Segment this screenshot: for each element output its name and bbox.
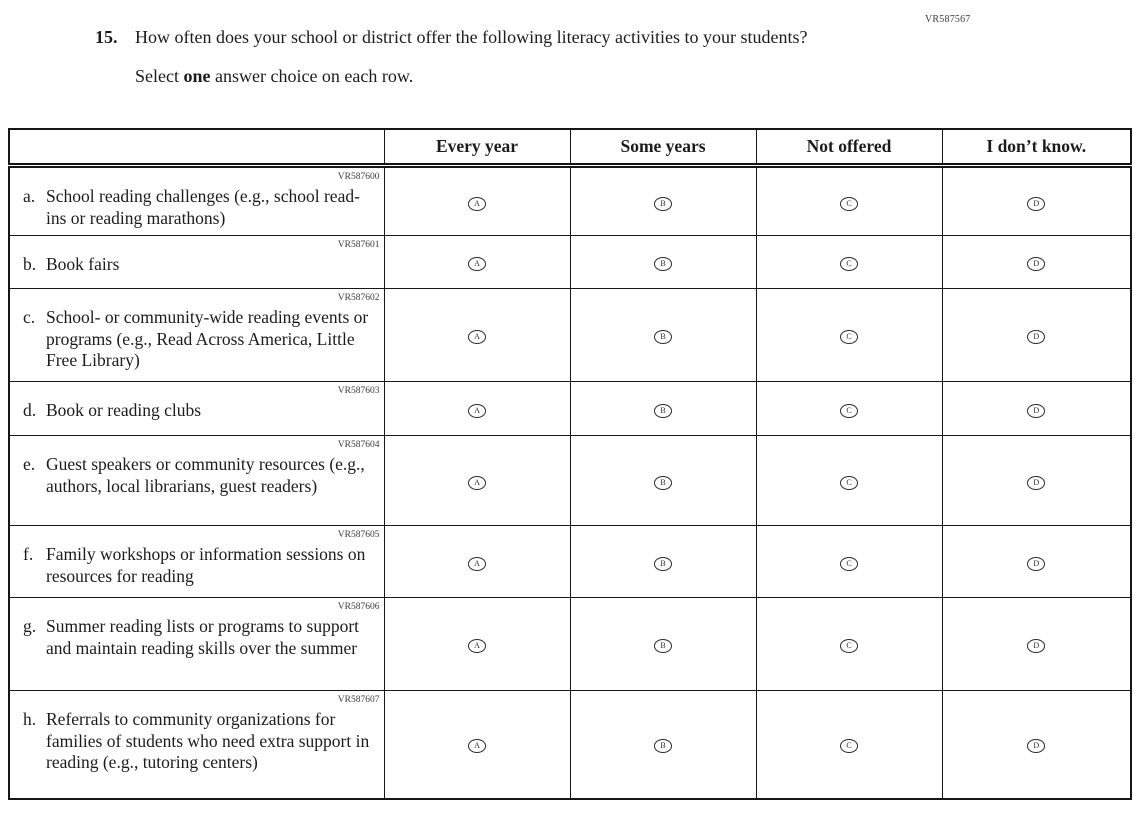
- table-row: [9, 691, 1131, 799]
- item-letter: e.: [23, 454, 36, 474]
- table-row: [9, 526, 1131, 598]
- item-code: VR587602: [337, 293, 380, 303]
- answer-bubble-a[interactable]: [468, 557, 486, 571]
- answer-cell-some-years: [570, 598, 756, 691]
- bubble-letter: C: [846, 198, 852, 208]
- question-instruction: [135, 65, 875, 87]
- answer-bubble-b[interactable]: [654, 557, 672, 571]
- item-label: [23, 254, 380, 276]
- item-code: VR587603: [337, 386, 380, 396]
- answer-bubble-a[interactable]: [468, 257, 486, 271]
- answer-bubble-d[interactable]: [1027, 330, 1045, 344]
- answer-bubble-a[interactable]: [468, 404, 486, 418]
- item-text: Book or reading clubs: [46, 400, 202, 420]
- answer-matrix-table: [8, 128, 1132, 800]
- header-corner-cell: [9, 129, 384, 166]
- item-cell: [9, 526, 384, 598]
- answer-bubble-b[interactable]: [654, 639, 672, 653]
- item-code: VR587600: [337, 172, 380, 182]
- item-text: School- or community-wide reading events or programs (e.g., Read Across America, Little Free Library): [46, 307, 369, 370]
- item-label: [23, 186, 380, 229]
- answer-cell-i-don-t-know: [942, 691, 1131, 799]
- answer-cell-not-offered: [756, 526, 942, 598]
- answer-bubble-d[interactable]: [1027, 557, 1045, 571]
- column-header-some-years: Some years: [570, 129, 756, 166]
- answer-cell-not-offered: [756, 236, 942, 289]
- table-header: [9, 129, 1131, 166]
- item-letter: d.: [23, 400, 37, 420]
- answer-bubble-d[interactable]: [1027, 404, 1045, 418]
- item-cell: [9, 382, 384, 436]
- item-text: Referrals to community organizations for families of students who need extra support in reading (e.g., tutoring centers): [46, 709, 370, 772]
- answer-bubble-c[interactable]: [840, 257, 858, 271]
- table-body: [9, 166, 1131, 799]
- bubble-letter: A: [474, 741, 480, 751]
- answer-cell-i-don-t-know: [942, 166, 1131, 236]
- answer-bubble-c[interactable]: [840, 330, 858, 344]
- bubble-letter: D: [1033, 558, 1040, 568]
- bubble-letter: B: [660, 741, 666, 751]
- item-cell: [9, 236, 384, 289]
- answer-cell-i-don-t-know: [942, 382, 1131, 436]
- item-label: [23, 400, 380, 422]
- item-label: [23, 544, 380, 587]
- answer-bubble-c[interactable]: [840, 197, 858, 211]
- answer-bubble-d[interactable]: [1027, 639, 1045, 653]
- item-text: Family workshops or information sessions on resources for reading: [46, 544, 366, 586]
- question-block: [95, 26, 875, 87]
- answer-bubble-b[interactable]: [654, 739, 672, 753]
- bubble-letter: A: [474, 477, 480, 487]
- column-header-every-year: Every year: [384, 129, 570, 166]
- answer-bubble-c[interactable]: [840, 404, 858, 418]
- bubble-letter: A: [474, 259, 480, 268]
- item-letter: h.: [23, 709, 37, 729]
- bubble-letter: A: [474, 332, 480, 341]
- answer-bubble-c[interactable]: [840, 639, 858, 653]
- bubble-letter: B: [660, 198, 666, 208]
- column-header-dont-know: I don’t know.: [942, 129, 1131, 166]
- item-code: VR587607: [337, 695, 380, 705]
- answer-cell-not-offered: [756, 382, 942, 436]
- answer-cell-not-offered: [756, 436, 942, 526]
- table-row: [9, 289, 1131, 382]
- answer-cell-i-don-t-know: [942, 236, 1131, 289]
- answer-cell-some-years: [570, 236, 756, 289]
- instruction-suffix: answer choice on each row.: [214, 66, 414, 86]
- item-code: VR587604: [337, 440, 380, 450]
- answer-cell-every-year: [384, 289, 570, 382]
- answer-bubble-c[interactable]: [840, 739, 858, 753]
- table-row: [9, 382, 1131, 436]
- bubble-letter: D: [1033, 477, 1040, 487]
- answer-cell-every-year: [384, 236, 570, 289]
- column-header-not-offered: Not offered: [756, 129, 942, 166]
- bubble-letter: B: [660, 558, 666, 568]
- answer-cell-every-year: [384, 691, 570, 799]
- answer-bubble-d[interactable]: [1027, 739, 1045, 753]
- item-cell: [9, 436, 384, 526]
- answer-cell-i-don-t-know: [942, 598, 1131, 691]
- answer-bubble-b[interactable]: [654, 404, 672, 418]
- answer-bubble-a[interactable]: [468, 739, 486, 753]
- item-cell: [9, 289, 384, 382]
- answer-cell-every-year: [384, 166, 570, 236]
- answer-bubble-b[interactable]: [654, 197, 672, 211]
- bubble-letter: A: [474, 641, 480, 650]
- answer-bubble-c[interactable]: [840, 476, 858, 490]
- answer-bubble-d[interactable]: [1027, 257, 1045, 271]
- bubble-letter: B: [660, 405, 666, 415]
- answer-cell-some-years: [570, 526, 756, 598]
- bubble-letter: A: [474, 405, 480, 415]
- answer-cell-some-years: [570, 382, 756, 436]
- bubble-letter: D: [1033, 332, 1040, 341]
- bubble-letter: C: [846, 641, 852, 650]
- item-letter: f.: [23, 544, 34, 564]
- item-text: Book fairs: [46, 254, 120, 274]
- bubble-letter: B: [660, 332, 666, 341]
- item-text: Summer reading lists or programs to support and maintain reading skills over the summer: [46, 616, 360, 658]
- item-label: [23, 709, 380, 774]
- item-label: [23, 307, 380, 372]
- answer-cell-not-offered: [756, 166, 942, 236]
- item-code: VR587601: [337, 240, 380, 250]
- answer-cell-not-offered: [756, 289, 942, 382]
- bubble-letter: B: [660, 259, 666, 268]
- table-row: [9, 236, 1131, 289]
- item-cell: [9, 691, 384, 799]
- instruction-prefix: Select: [135, 66, 179, 86]
- bubble-letter: D: [1033, 259, 1040, 268]
- answer-cell-not-offered: [756, 598, 942, 691]
- bubble-letter: C: [846, 741, 852, 751]
- table-row: [9, 436, 1131, 526]
- item-cell: [9, 598, 384, 691]
- answer-cell-some-years: [570, 166, 756, 236]
- bubble-letter: B: [660, 641, 666, 650]
- answer-cell-i-don-t-know: [942, 289, 1131, 382]
- instruction-emphasis: one: [183, 66, 211, 86]
- answer-bubble-a[interactable]: [468, 330, 486, 344]
- question-text: How often does your school or district offer the following literacy activities to your students?: [135, 27, 808, 47]
- answer-bubble-b[interactable]: [654, 257, 672, 271]
- question-number: 15.: [95, 27, 118, 47]
- item-code: VR587605: [337, 530, 380, 540]
- item-letter: a.: [23, 186, 36, 206]
- bubble-letter: C: [846, 405, 852, 415]
- table-row: [9, 166, 1131, 236]
- table-row: [9, 598, 1131, 691]
- bubble-letter: C: [846, 332, 852, 341]
- answer-bubble-b[interactable]: [654, 330, 672, 344]
- bubble-letter: C: [846, 259, 852, 268]
- answer-cell-not-offered: [756, 691, 942, 799]
- bubble-letter: A: [474, 198, 480, 208]
- bubble-letter: D: [1033, 198, 1040, 208]
- answer-cell-some-years: [570, 436, 756, 526]
- answer-cell-every-year: [384, 598, 570, 691]
- item-label: [23, 454, 380, 497]
- item-text: Guest speakers or community resources (e.g., authors, local librarians, guest readers): [46, 454, 365, 496]
- bubble-letter: C: [846, 558, 852, 568]
- answer-cell-some-years: [570, 289, 756, 382]
- answer-bubble-c[interactable]: [840, 557, 858, 571]
- answer-cell-every-year: [384, 436, 570, 526]
- bubble-letter: B: [660, 477, 666, 487]
- item-cell: [9, 166, 384, 236]
- answer-cell-every-year: [384, 526, 570, 598]
- item-label: [23, 616, 380, 659]
- bubble-letter: A: [474, 558, 480, 568]
- answer-bubble-a[interactable]: [468, 639, 486, 653]
- answer-cell-i-don-t-know: [942, 526, 1131, 598]
- item-letter: b.: [23, 254, 37, 274]
- answer-cell-i-don-t-know: [942, 436, 1131, 526]
- answer-cell-every-year: [384, 382, 570, 436]
- bubble-letter: D: [1033, 741, 1040, 751]
- item-text: School reading challenges (e.g., school read-ins or reading marathons): [46, 186, 360, 228]
- answer-bubble-d[interactable]: [1027, 476, 1045, 490]
- item-letter: c.: [23, 307, 36, 327]
- item-code: VR587606: [337, 602, 380, 612]
- answer-bubble-a[interactable]: [468, 476, 486, 490]
- bubble-letter: D: [1033, 641, 1040, 650]
- item-letter: g.: [23, 616, 37, 636]
- answer-bubble-d[interactable]: [1027, 197, 1045, 211]
- bubble-letter: C: [846, 477, 852, 487]
- answer-bubble-a[interactable]: [468, 197, 486, 211]
- header-row: [9, 129, 1131, 166]
- bubble-letter: D: [1033, 405, 1040, 415]
- answer-cell-some-years: [570, 691, 756, 799]
- answer-bubble-b[interactable]: [654, 476, 672, 490]
- form-code: VR587567: [925, 14, 971, 25]
